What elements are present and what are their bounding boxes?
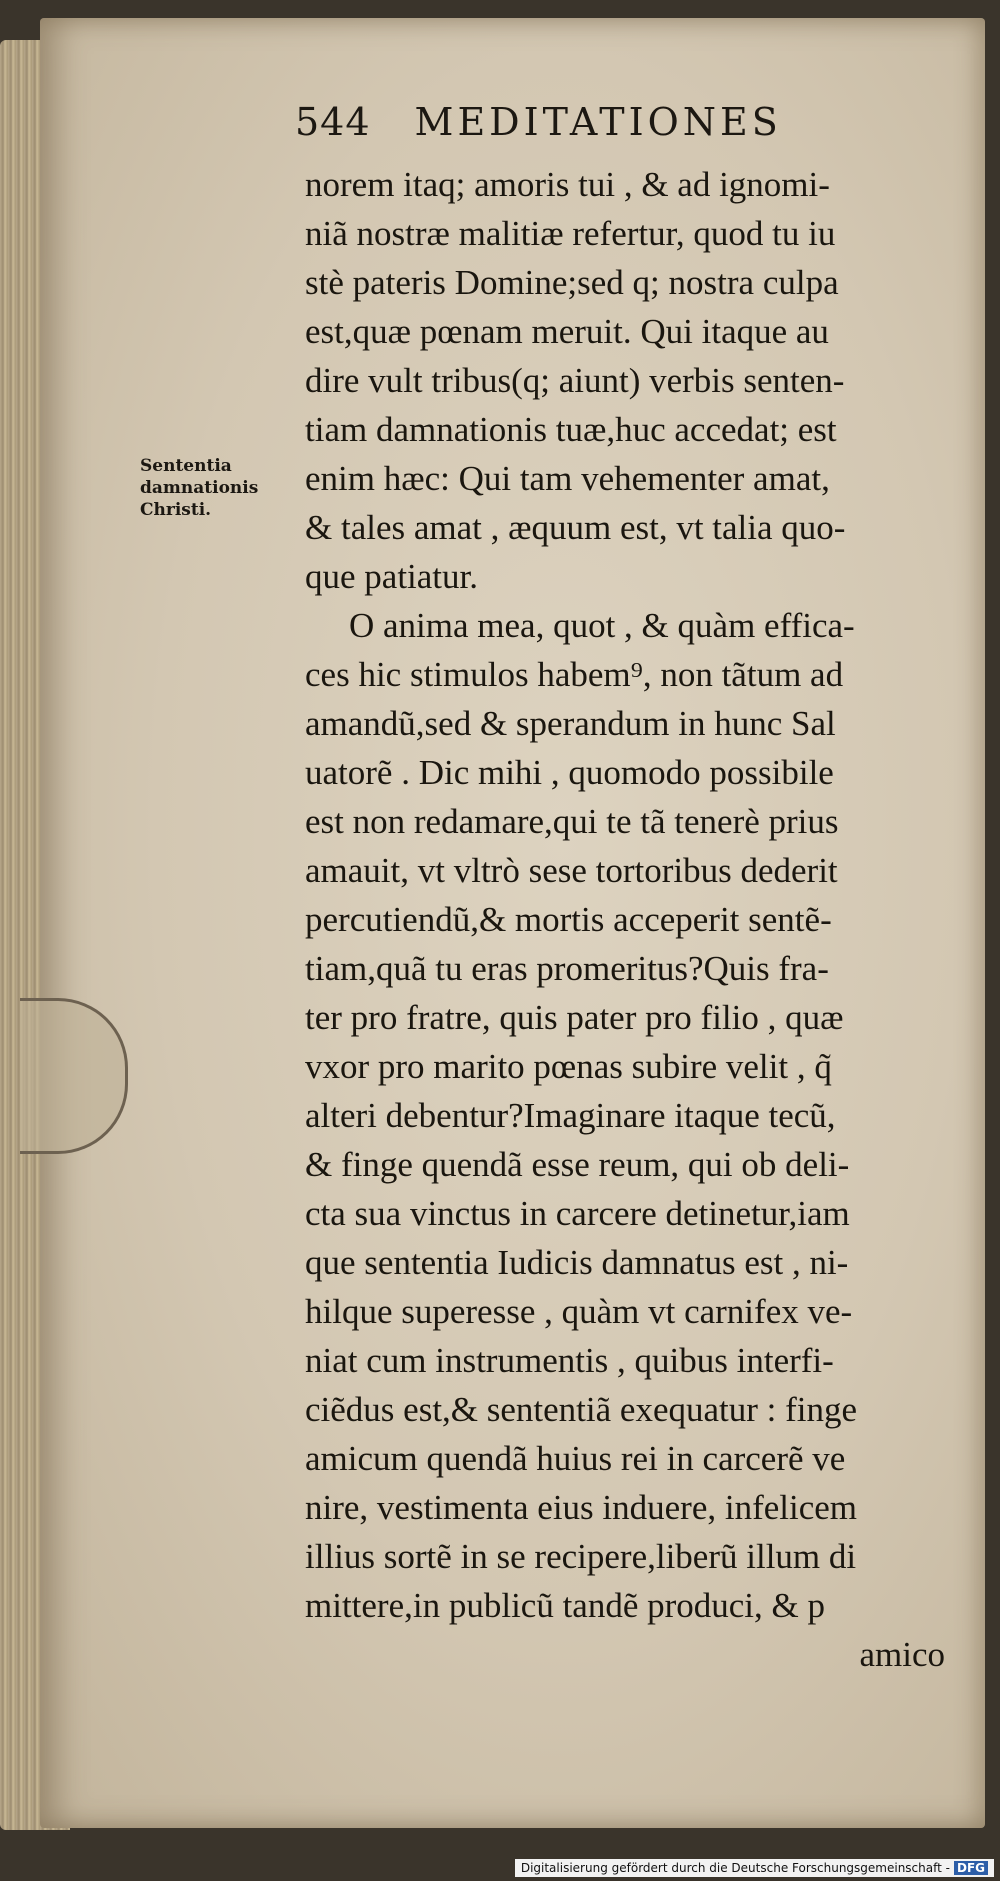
text-line: tiam damnationis tuæ,huc accedat; est bbox=[305, 410, 837, 449]
text-line: niat cum instrumentis , quibus interfi- bbox=[305, 1341, 834, 1380]
text-line: norem itaq; amoris tui , & ad ignomi- bbox=[305, 165, 830, 204]
text-line: ces hic stimulos habem⁹, non tãtum ad bbox=[305, 655, 844, 694]
page-tab-marker bbox=[20, 998, 128, 1154]
marginal-note-line: Christi. bbox=[140, 500, 212, 520]
text-line: que patiatur. bbox=[305, 557, 479, 596]
paragraph-start-line: O anima mea, quot , & quàm effica- bbox=[349, 606, 855, 645]
body-text bbox=[305, 160, 965, 1679]
marginal-note-line: damnationis bbox=[140, 478, 259, 498]
text-line: & finge quendã esse reum, qui ob deli- bbox=[305, 1145, 850, 1184]
running-title: MEDITATIONES bbox=[414, 100, 782, 144]
text-line: stè pateris Domine;sed q; nostra culpa bbox=[305, 263, 839, 302]
text-line: percutiendũ,& mortis acceperit sentẽ- bbox=[305, 900, 832, 939]
text-line: niã nostræ malitiæ refertur, quod tu iu bbox=[305, 214, 836, 253]
text-line: mittere,in publicũ tandẽ produci, & p bbox=[305, 1586, 826, 1625]
text-line: enim hæc: Qui tam vehementer amat, bbox=[305, 459, 830, 498]
text-line: & tales amat , æquum est, vt talia quo- bbox=[305, 508, 846, 547]
text-line: tiam,quã tu eras promeritus?Quis fra- bbox=[305, 949, 829, 988]
marginal-note-line: Sententia bbox=[140, 456, 232, 476]
text-line: vxor pro marito pœnas subire velit , q̃ bbox=[305, 1047, 832, 1086]
text-line: amandũ,sed & sperandum in hunc Sal bbox=[305, 704, 836, 743]
text-line: alteri debentur?Imaginare itaque tecũ, bbox=[305, 1096, 836, 1135]
digitization-credit bbox=[515, 1859, 994, 1877]
text-line: est non redamare,qui te tã tenerè prius bbox=[305, 802, 839, 841]
text-line: uatorẽ . Dic mihi , quomodo possibile bbox=[305, 753, 834, 792]
text-line: ter pro fratre, quis pater pro filio , quæ bbox=[305, 998, 844, 1037]
text-line: que sententia Iudicis damnatus est , ni- bbox=[305, 1243, 849, 1282]
text-line: est,quæ pœnam meruit. Qui itaque au bbox=[305, 312, 829, 351]
text-line: dire vult tribus(q; aiunt) verbis senten- bbox=[305, 361, 845, 400]
text-line: amicum quendã huius rei in carcerẽ ve bbox=[305, 1439, 846, 1478]
text-line: cta sua vinctus in carcere detinetur,iam bbox=[305, 1194, 850, 1233]
dfg-logo: DFG bbox=[954, 1861, 988, 1875]
catchword: amico bbox=[859, 1635, 945, 1674]
marginal-note bbox=[140, 455, 300, 521]
text-line: nire, vestimenta eius induere, infelicem bbox=[305, 1488, 858, 1527]
credit-text: Digitalisierung gefördert durch die Deutsche Forschungsgemeinschaft - bbox=[520, 1861, 950, 1875]
text-line: hilque superesse , quàm vt carnifex ve- bbox=[305, 1292, 853, 1331]
running-head bbox=[295, 100, 895, 144]
page-number: 544 bbox=[295, 100, 371, 144]
text-line: ciẽdus est,& sententiã exequatur : finge bbox=[305, 1390, 858, 1429]
text-line: illius sortẽ in se recipere,liberũ illum di bbox=[305, 1537, 857, 1576]
text-line: amauit, vt vltrò sese tortoribus dederit bbox=[305, 851, 838, 890]
